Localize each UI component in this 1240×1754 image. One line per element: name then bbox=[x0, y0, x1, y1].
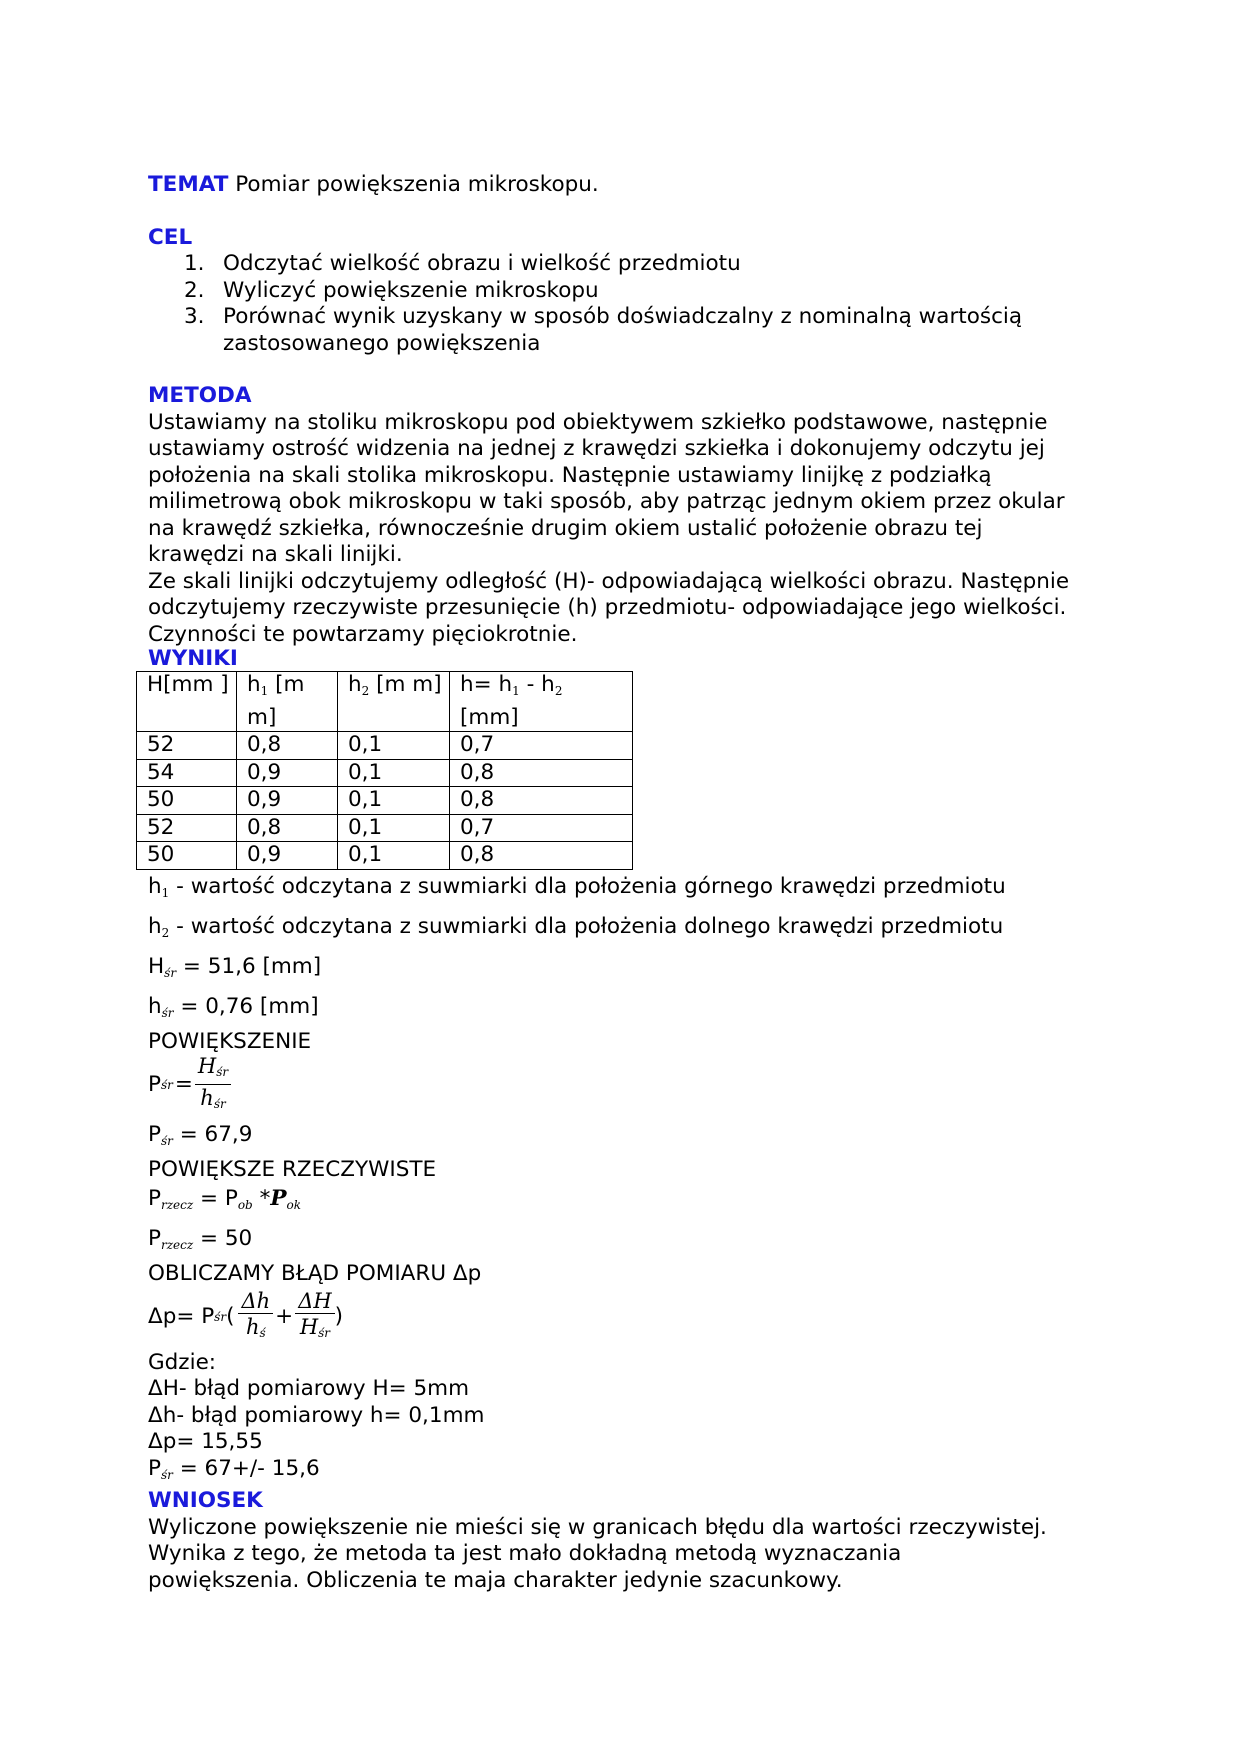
cell-h2: 0,1 bbox=[338, 732, 450, 760]
header-h1: $h_1$ [m m] bbox=[237, 672, 338, 732]
results-table bbox=[136, 671, 633, 870]
magnification-formula: P śr = $\frac{H_{śr}}{h_{śr}}$ bbox=[148, 1054, 1108, 1118]
header-H: H[mm ] bbox=[137, 672, 237, 732]
cell-h: 0,7 bbox=[450, 732, 633, 760]
wyniki-heading: WYNIKI bbox=[148, 646, 238, 671]
h-mean: $h_{śr} = 0,76$ [mm] bbox=[148, 993, 319, 1020]
header-h2: $h_2$ [m m] bbox=[338, 672, 450, 732]
metoda-paragraph: Ustawiamy na stoliku mikroskopu pod obiektywem szkiełko podstawowe, następnie ustawiamy ostrość widzenia na jednej z krawędzi szkiełka i dokonujemy odczytu jej położenia na skali stolika mikroskopu. Następnie ustawiamy linijkę z podziałką milimetrową obok mikroskopu w taki sposób, aby patrząc jednym okiem przez okular na krawędź szkiełka, równocześnie drugim okiem ustalić położenie obrazu tej krawędzi na skali linijki. bbox=[148, 409, 1065, 567]
cell-h: 0,8 bbox=[450, 842, 633, 870]
temat-heading: TEMAT bbox=[148, 172, 229, 197]
cell-H: 54 bbox=[137, 759, 237, 787]
cell-h1: 0,8 bbox=[237, 732, 338, 760]
cell-h: 0,7 bbox=[450, 814, 633, 842]
cell-h2: 0,1 bbox=[338, 759, 450, 787]
error-formula: Δp= P śr ( $\frac{\Delta h}{h_ś}$ + $\frac{\Delta H}{H_{śr}}$ ) bbox=[148, 1286, 1108, 1350]
gdzie-label: Gdzie: bbox=[148, 1349, 217, 1375]
temat-text: Pomiar powiększenia mikroskopu. bbox=[228, 172, 599, 197]
cel-list bbox=[148, 251, 1108, 357]
cell-h: 0,8 bbox=[450, 759, 633, 787]
metoda-heading: METODA bbox=[148, 383, 252, 408]
document-page bbox=[148, 172, 1108, 1594]
cel-item: 2. Wyliczyć powiększenie mikroskopu bbox=[184, 277, 599, 303]
table-row bbox=[137, 759, 633, 787]
table-row bbox=[137, 732, 633, 760]
table-row bbox=[137, 814, 633, 842]
final-result: $P_{śr} = 67+/-$ 15,6 bbox=[148, 1455, 320, 1482]
dh-line: Δh- błąd pomiarowy h= 0,1mm bbox=[148, 1402, 485, 1428]
real-magnification-formula: $P_{rzecz} = P_{ob}$ $*P_{ok}$ bbox=[148, 1185, 301, 1212]
dp-line: Δp= 15,55 bbox=[148, 1429, 263, 1454]
cell-h1: 0,9 bbox=[237, 759, 338, 787]
table-header-row bbox=[137, 672, 633, 732]
cell-h1: 0,8 bbox=[237, 814, 338, 842]
wniosek-heading: WNIOSEK bbox=[148, 1488, 263, 1513]
cell-h2: 0,1 bbox=[338, 787, 450, 815]
cel-item: 1. Odczytać wielkość obrazu i wielkość przedmiotu bbox=[184, 251, 741, 276]
cell-H: 52 bbox=[137, 814, 237, 842]
cell-h: 0,8 bbox=[450, 787, 633, 815]
dH-line: ΔH- błąd pomiarowy H= 5mm bbox=[148, 1376, 470, 1401]
powiekszenie-heading: POWIĘKSZENIE bbox=[148, 1028, 312, 1054]
metoda-paragraph: Ze skali linijki odczytujemy odległość (H)- odpowiadającą wielkości obrazu. Następnie odczytujemy rzeczywiste przesunięcie (h) przedmiotu- odpowiadające jego wielkości. Czynności te powtarzamy pięciokrotnie. bbox=[148, 568, 1070, 647]
temat-line bbox=[148, 172, 1108, 199]
real-magnification-value: $P_{rzecz} = 50$ bbox=[148, 1225, 253, 1252]
cell-h1: 0,9 bbox=[237, 787, 338, 815]
header-h: $h= h_1 - h_2$ [mm] bbox=[450, 672, 633, 732]
magnification-result: $P_{śr} = 67,9$ bbox=[148, 1121, 253, 1148]
cell-H: 50 bbox=[137, 842, 237, 870]
cell-H: 52 bbox=[137, 732, 237, 760]
table-row bbox=[137, 787, 633, 815]
table-row bbox=[137, 842, 633, 870]
cel-item: 3. Porównać wynik uzyskany w sposób doświadczalny z nominalną wartością zastosowanego powiększenia bbox=[184, 304, 1023, 356]
cell-h2: 0,1 bbox=[338, 842, 450, 870]
fraction-dh-over-h: $\frac{\Delta h}{h_ś}$ bbox=[238, 1289, 273, 1346]
rzeczywiste-heading: POWIĘKSZE RZECZYWISTE bbox=[148, 1156, 437, 1182]
cell-h1: 0,9 bbox=[237, 842, 338, 870]
blad-heading: OBLICZAMY BŁĄD POMIARU Δp bbox=[148, 1260, 482, 1286]
wniosek-paragraph: Wyliczone powiększenie nie mieści się w granicach błędu dla wartości rzeczywistej. Wynika z tego, że metoda ta jest mało dokładną metodą wyznaczania powiększenia. Obliczenia te maja charakter jedynie szacunkowy. bbox=[148, 1514, 1047, 1593]
note-h2: $h_2$ - wartość odczytana z suwmiarki dla położenia dolnego krawędzi przedmiotu bbox=[148, 913, 1004, 940]
H-mean: $H_{śr} = 51,6$ [mm] bbox=[148, 953, 322, 980]
cell-H: 50 bbox=[137, 787, 237, 815]
cell-h2: 0,1 bbox=[338, 814, 450, 842]
note-h1: $h_1$ - wartość odczytana z suwmiarki dla położenia górnego krawędzi przedmiotu bbox=[148, 873, 1006, 900]
fraction-H-over-h: $\frac{H_{śr}}{h_{śr}}$ bbox=[195, 1054, 231, 1117]
fraction-dH-over-H: $\frac{\Delta H}{H_{śr}}$ bbox=[295, 1289, 334, 1346]
cel-heading: CEL bbox=[148, 224, 193, 250]
